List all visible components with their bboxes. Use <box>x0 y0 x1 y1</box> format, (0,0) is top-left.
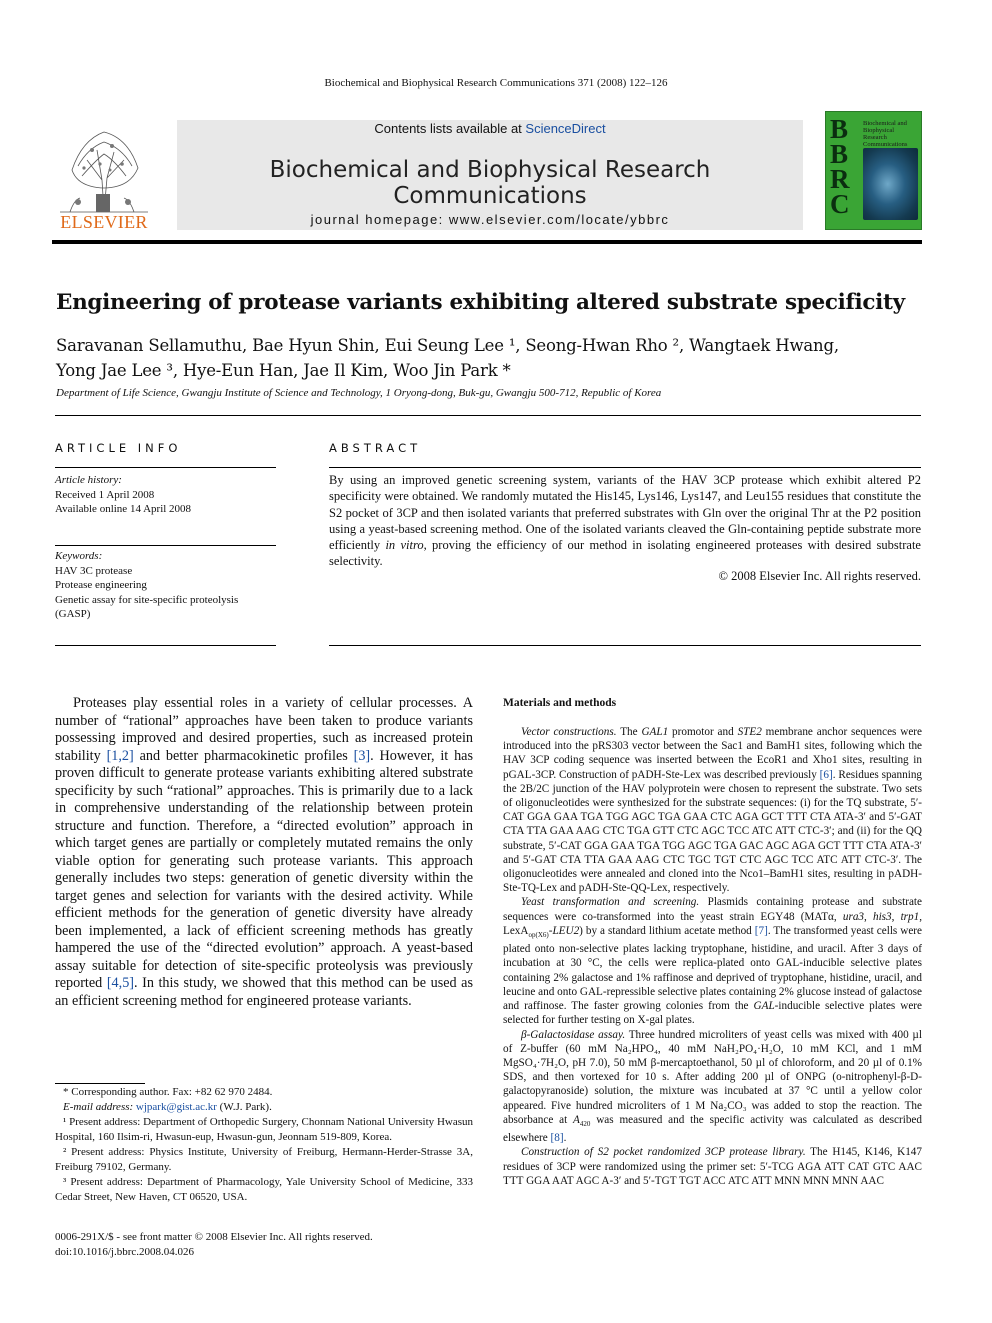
keyword: Genetic assay for site-specific proteolysis <box>55 593 239 606</box>
contents-prefix: Contents lists available at <box>374 121 526 136</box>
footnote-1: ¹ Present address: Department of Orthopedic Surgery, Chonnam National University Hwasun Hospital, 160 Ilsim-ri, Hwasun-eup, Hwasun-gun, Jeonnam 519-809, Korea. <box>55 1116 473 1143</box>
citation-link[interactable]: [4,5] <box>106 975 135 991</box>
journal-homepage[interactable]: journal homepage: www.elsevier.com/locate/ybbrc <box>310 212 670 227</box>
article-info-bottom-rule <box>55 645 276 646</box>
text: . <box>563 1132 567 1145</box>
methods-paragraph-library <box>503 1145 922 1188</box>
methods-paragraph-vector <box>503 725 922 895</box>
text: . The transformed yeast cells were plated onto non-selective plates lacking tryptophane, histidine, and uracil. After 3 days of incubation at 30 °C, the cells were replica-plated onto GAL-inducible selective plates containing 2% galactose and 1% raffinose and deprived of tryptophane, histidine, uracil, and leucine and onto GAL-repressible selective plates containing 2% glucose instead of galactose and raffinose. The faster growing colonies from the <box>503 924 922 1013</box>
footnote-rule <box>55 1083 145 1084</box>
text: STE2 <box>737 726 762 738</box>
affiliation: Department of Life Science, Gwangju Institute of Science and Technology, 1 Oryong-dong, Buk-gu, Gwangju 500-712, Republic of Korea <box>56 387 662 399</box>
publisher-name: ELSEVIER <box>60 212 148 232</box>
intro-text: Proteases play essential roles in a variety of cellular processes. A number of “rational” approaches have been taken to produce variants possessing improved and desired properties, such as increased protein stability <box>55 695 473 764</box>
text: ) by a standard lithium acetate method <box>579 924 755 937</box>
cover-image <box>863 148 918 220</box>
doi-line[interactable]: doi:10.1016/j.bbrc.2008.04.026 <box>55 1246 195 1258</box>
cover-title: Biochemical and Biophysical Research Communications <box>863 120 908 148</box>
keyword: Protease engineering <box>55 579 147 591</box>
intro-text: . However, it has proven difficult to generate protease variants exhibiting altered substrate specificity by such “rational” approaches. This is primarily due to a lack in comprehensive understanding of the relationship between protein structure and function. Therefore, a “directed evolution” approach in which target genes are partially or completely mutated remains the only viable option for generating such protease variants. This approach generally includes two steps: generation of genetic diversity within the target genes and selection for variants with the desired activity. While efficient methods for the generation of genetic diversity have already been implemented, a lack of efficient screening methods has greatly hampered the use of the “directed evolution” approach. A yeast-based assay suitable for detection of site-specific proteolysis was previously reported <box>55 747 473 991</box>
keywords-block <box>55 549 276 622</box>
abstract-copyright: © 2008 Elsevier Inc. All rights reserved. <box>718 569 921 583</box>
cover-letters: B B R C <box>830 114 850 219</box>
introduction-paragraph <box>55 695 473 1010</box>
subheading: β-Galactosidase assay. <box>521 1028 626 1041</box>
methods-body <box>503 725 922 1188</box>
abstract-text-1: By using an improved genetic screening system, variants of the HAV 3CP protease which exhibit altered P2 specificity were obtained. We randomly mutated the His145, Lys146, Lys147, and Leu155 residues that constitute the S2 pocket of 3CP and then isolated variants that preferred substrates with Gln over the original Thr at the P2 position using a yeast-based screening method. One of the isolated variants cleaved the Gln-containing peptide substrate more efficiently <box>329 473 921 553</box>
text: , <box>864 910 873 923</box>
text: - <box>548 924 553 937</box>
email-label: E-mail address: <box>63 1101 136 1113</box>
sciencedirect-link[interactable]: ScienceDirect <box>525 121 606 136</box>
intro-text: and better pharmacokinetic profiles <box>133 747 354 764</box>
subheading: Vector constructions. <box>521 726 617 738</box>
text: , LexA <box>503 910 923 937</box>
bottom-meta <box>55 1230 475 1260</box>
text: The H145, K146, K147 residues of 3CP were randomized using the primer set: 5′-TCG AGA ATT CAT GTC AAC TTT GGA AAT AGC A-3′ and 5′-TGT TGT ACC ATC ATT MNN MNN MNN AAC <box>503 1146 922 1187</box>
keyword: HAV 3C protease <box>55 564 133 577</box>
text: op(X6) <box>528 931 549 940</box>
abstract-rule <box>329 467 921 468</box>
abstract-text <box>329 472 921 570</box>
article-title: Engineering of protease variants exhibiting altered substrate specificity <box>56 290 905 315</box>
citation-link[interactable]: [7] <box>754 924 768 937</box>
article-history <box>55 473 276 517</box>
keywords-label: Keywords: <box>55 550 103 562</box>
citation-link[interactable]: [3] <box>353 747 371 764</box>
running-head: Biochemical and Biophysical Research Communications 371 (2008) 122–126 <box>324 77 668 89</box>
article-info-rule <box>55 467 276 468</box>
article-info-label: ARTICLE INFO <box>55 441 182 455</box>
text: Plasmids containing protease and substrate sequences were co-transformed into the yeast strain EGY48 (MAT <box>503 896 923 923</box>
text: A <box>573 1113 580 1126</box>
abstract-text-2: , proving the efficiency of our method in isolating engineered proteases with desired substrate selectivity. <box>329 538 921 569</box>
subheading: Construction of S2 pocket randomized 3CP protease library. <box>521 1146 806 1159</box>
email-link[interactable]: wjpark@gist.ac.kr <box>135 1101 217 1113</box>
issn-line: 0006-291X/$ - see front matter © 2008 Elsevier Inc. All rights reserved. <box>55 1231 373 1243</box>
text: his3 <box>872 910 892 923</box>
text: -inducible selective plates were selected for further testing on X-gal plates. <box>503 1000 922 1027</box>
text: GAL1 <box>641 726 669 738</box>
text: LEU2 <box>552 924 580 937</box>
available-date: Available online 14 April 2008 <box>55 503 192 515</box>
text: was measured and the specific activity was calculated as described elsewhere <box>503 1113 922 1145</box>
text: ura3 <box>842 910 865 923</box>
methods-paragraph-yeast <box>503 895 922 1027</box>
footnote-email <box>55 1100 473 1115</box>
email-name: (W.J. Park). <box>216 1101 272 1113</box>
abstract-italic: in vitro <box>385 538 424 553</box>
text: GAL <box>753 1000 775 1013</box>
abstract-label: ABSTRACT <box>329 441 422 455</box>
text: , <box>891 910 901 923</box>
footnote-2: ² Present address: Physics Institute, University of Freiburg, Hermann-Herder-Strasse 3A, Freiburg 79102, Germany. <box>55 1146 473 1173</box>
methods-paragraph-bgal <box>503 1028 922 1146</box>
citation-link[interactable]: [6] <box>819 768 833 781</box>
text: α <box>828 910 834 923</box>
header-rule <box>52 240 922 244</box>
journal-cover <box>825 111 922 230</box>
footnote-corresponding: * Corresponding author. Fax: +82 62 970 2484. <box>63 1086 273 1098</box>
authors-line-1: Saravanan Sellamuthu, Bae Hyun Shin, Eui Seung Lee ¹, Seong-Hwan Rho ², Wangtaek Hwang, <box>56 336 839 355</box>
affiliation-rule <box>55 415 921 416</box>
methods-heading: Materials and methods <box>503 697 617 709</box>
intro-text: . In this study, we showed that this method can be used as an efficient screening method for engineered protease variants. <box>55 975 473 1009</box>
received-date: Received 1 April 2008 <box>55 488 155 501</box>
text: The <box>616 726 642 738</box>
footnotes <box>55 1085 473 1205</box>
text: membrane anchor sequences were introduced into the pRS303 vector between the Sac1 and BamH1 sites, following which the HAV 3CP coding sequence was inserted between the EcoR1 and Xho1 sites, resulting in pGAL-3CP. Construction of pADH-Ste-Lex was described previously <box>503 726 922 781</box>
text: . Residues spanning the 2B/2C junction of the HAV polyprotein were chosen to represent the substrate. Two sets of oligonucleotides were synthesized for the substrate sequences: (i) for the TQ substrate, 5′-CAT GGA GAA TGA TGG AGC TGA GAA CTC AGA GCT TTT CTA ATA-3′ and 5′-GAT CTA TTA GAA AAG CTC TGA GTT CTC AGC TCC ATC ATT CTC-3′; and (ii) for the QQ substrate, 5′-CAT GGA GAA TGA TGG AGC TGA GAC AGC AGA GCT TTT CTA ATA-3′ and 5′-GAT CTA TTA GAA AAG CTC TGC TGT CTC AGC TCC ATC ATT CTC-3′. The oligonucleotides were annealed and cloned into the Nco1–BamH1 sites, resulting in pADH-Ste-TQ-Lex and pADH-Ste-QQ-Lex, respectively. <box>503 768 923 895</box>
citation-link[interactable]: [8] <box>550 1132 564 1145</box>
citation-link[interactable]: [1,2] <box>106 747 134 764</box>
text: trp1 <box>900 910 920 923</box>
authors-line-2: Yong Jae Lee ³, Hye-Eun Han, Jae Il Kim, Woo Jin Park * <box>56 361 511 380</box>
keyword: (GASP) <box>55 608 91 620</box>
abstract-bottom-rule <box>329 645 921 646</box>
journal-name: Biochemical and Biophysical Research Communications <box>269 157 711 209</box>
text: Three hundred microliters of yeast cells was mixed with 400 µl of Z-buffer (60 mM Na₂HPO₄, 40 mM NaH₂PO₄·H₂O, 10 mM KCl, and 1 mM MgSO₄·7H₂O, pH 7.0), 50 mM β-mercaptoethanol, 50 µl of chloroform, and 20 µl of 0.1% SDS, and then vortexed for 10 s. After adding 200 µl of ONPG (o-nitrophenyl-β-D-galactopyranoside) solution, the mixture was incubated at 37 °C until a yellow color appeared. Five hundred microliters of 1 M Na₂CO₃ was added to stop the reaction. The absorbance at <box>503 1028 922 1126</box>
footnote-3: ³ Present address: Department of Pharmacology, Yale University School of Medicine, 333 Cedar Street, New Haven, CT 06520, USA. <box>55 1176 473 1203</box>
text: promotor and <box>668 726 738 738</box>
subheading: Yeast transformation and screening. <box>521 896 700 909</box>
text: , <box>833 910 843 923</box>
keywords-rule <box>55 545 276 546</box>
text: 420 <box>579 1119 591 1128</box>
contents-line <box>177 121 803 136</box>
history-label: Article history: <box>55 474 122 486</box>
authors <box>56 333 936 383</box>
